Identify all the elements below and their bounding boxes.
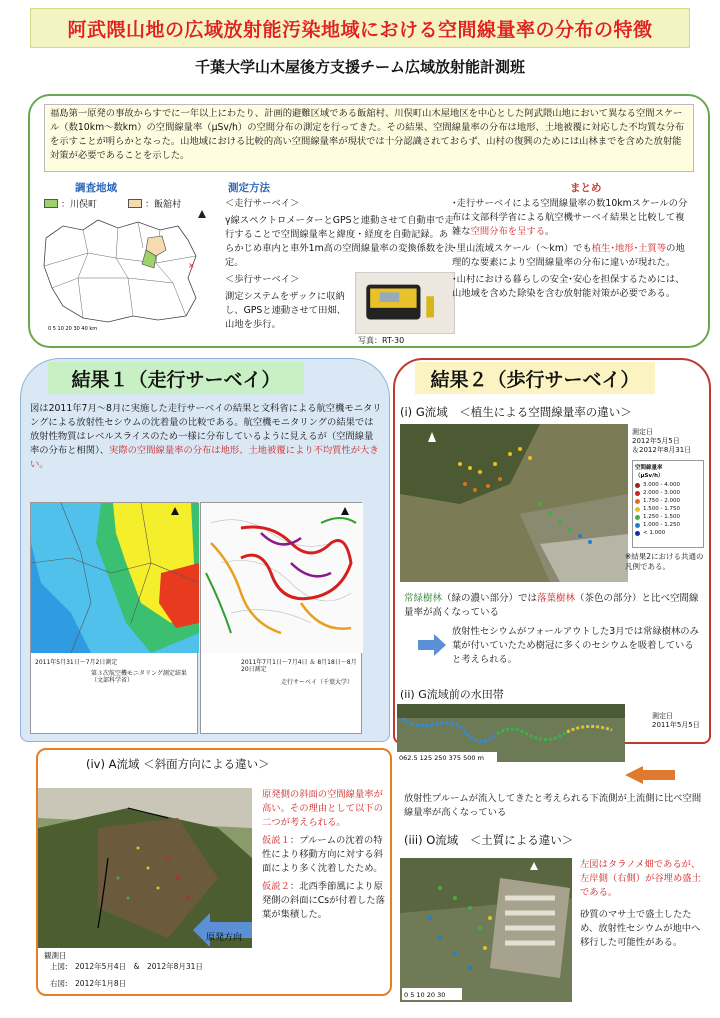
- summary-title: まとめ: [570, 182, 602, 194]
- result1-text: 図は2011年7月〜8月に実施した走行サーベイの結果と文科省による航空機モニタリングによる放射性セシウムの沈着量の比較である。航空機モニタリングの結果では放射性物質はレベルスライスのため一様に分布しているように見えるが（空間線量率の分布と相関）、実際の空間線量率の分布は地形、土地被覆により不均質性が大きい。: [30, 403, 382, 470]
- a-basin-text: [262, 788, 386, 926]
- summary-item-1: ･走行サーベイによる空間線量率の数10kmスケールの分布は文部科学省による航空機サーベイ結果と比較して複雑な空間分布を呈する。: [452, 198, 688, 237]
- o-basin-title: (iii) O流域 ＜土質による違い＞: [404, 833, 574, 847]
- o-basin-text-b: 砂質のマサ土で盛土したため、放射性セシウムが地中へ移行した可能性がある。: [580, 909, 701, 948]
- map-scale: 0 5 10 20 30 40 km: [48, 326, 98, 332]
- g-basin-observation: 常緑樹林（緑の濃い部分）では落葉樹林（茶色の部分）と比べ空間線量率が高くなっている: [404, 593, 699, 618]
- page-subtitle: 千葉大学山木屋後方支援チーム広域放射能計測班: [194, 58, 525, 76]
- legend-row: [633, 521, 703, 529]
- drive-survey-map: [200, 502, 362, 734]
- svg-text:×: ×: [188, 261, 195, 270]
- walk-heading: ＜歩行サーベイ＞: [225, 274, 300, 285]
- region-title: 調査地域: [75, 182, 117, 194]
- o-basin-text: [580, 858, 708, 958]
- title-banner: [30, 8, 690, 48]
- result2-heading: 結果２（歩行サーベイ）: [415, 362, 655, 394]
- legend-rows: [633, 481, 703, 537]
- legend-dot: [635, 499, 640, 504]
- a-basin-main: 原発側の斜面の空間線量率が高い。その理由として以下の二つが考えられる。: [262, 789, 383, 828]
- intro-text: 福島第一原発の事故からすでに一年以上にわたり、計画的避難区域である飯舘村、川俣町山木屋地区を中心とした阿武隈山地において異なる空間スケール（数10km〜数km）の空間線量率（μSv/h）の空間分布の測定を行ってきた。その結果、空間線量率の分布は地形、土地被覆に対応した不均質な分布を示すことが明らかとなった。山地域における比較的高い空間線量率が現状では十分認識されておらず、山村の復興のためには山林までを含めた放射能対策が必要であることを示した。: [44, 104, 694, 172]
- paddy-observation: 放射性プルームが流入してきたと考えられる下流側が上流側に比べ空間線量率が高くなっている: [404, 793, 702, 818]
- legend-row: [633, 489, 703, 497]
- a-basin-title: (iv) A流域 ＜斜面方向による違い＞: [86, 757, 270, 771]
- aerial-map-caption: 第３次航空機モニタリング測定結果（文部科学省）: [91, 670, 187, 684]
- drive-text: γ線スペクトロメーターとGPSと連動させて自動車で走行することで空間線量率と緯度・経度を自動記録。あらかじめ車内と車外1m高の空間線量率の変換係数を決定。: [225, 215, 454, 268]
- a-basin-obs-dates: 観測日 上図: 2012年5月4日 & 2012年8月31日 右図: 2012年1月8日: [44, 951, 203, 988]
- drive-map-date: 2011年7月1日〜7月4日 ＆ 8月18日〜8月20日測定: [241, 659, 357, 673]
- legend-label: 1.000 - 1.250: [643, 522, 680, 528]
- legend-dot: [635, 531, 640, 536]
- o-basin-photo: [400, 858, 572, 1002]
- page-title: 阿武隈山地の広域放射能汚染地域における空間線量率の分布の特徴: [67, 18, 653, 41]
- legend-dot: [635, 515, 640, 520]
- dose-rate-legend: [632, 460, 704, 548]
- kawamata-swatch: [44, 199, 58, 208]
- legend-dot: [635, 491, 640, 496]
- o-scale: 0 5 10 20 30: [404, 991, 446, 999]
- legend-label: 3.000 - 4.000: [643, 482, 680, 488]
- legend-row: [633, 481, 703, 489]
- legend-title: 空間線量率 （μSv/h）: [635, 465, 664, 479]
- legend-label: < 1.000: [643, 530, 666, 536]
- g-basin-note: ※結果2における共通の凡例である。: [625, 552, 704, 571]
- legend-label: 2.000 - 3.000: [643, 490, 680, 496]
- legend-label: 1.250 - 1.500: [643, 514, 680, 520]
- method-title: 測定方法: [228, 182, 270, 194]
- legend-label: 1.750 - 2.000: [643, 498, 680, 504]
- drive-heading: ＜走行サーベイ＞: [225, 198, 300, 209]
- paddy-date: 測定日 2011年5月5日: [652, 712, 700, 729]
- drive-map-caption: 走行サーベイ（千葉大学）: [281, 679, 354, 686]
- legend-label: 1.500 - 1.750: [643, 506, 680, 512]
- g-basin-title: (i) G流域 ＜植生による空間線量率の違い＞: [400, 405, 632, 419]
- device-photo: [355, 272, 455, 334]
- left-arrow-icon: [625, 766, 675, 784]
- g-basin-photo: [400, 424, 628, 582]
- photo-caption: 写真：RT-30: [358, 336, 405, 345]
- legend-iitate-label: ：飯舘村: [145, 200, 182, 210]
- legend-dot: [635, 507, 640, 512]
- paddy-scale: 062.5 125 250 375 500 m: [399, 754, 484, 762]
- iitate-swatch: [128, 199, 142, 208]
- paddy-photo: [397, 704, 625, 762]
- walk-text: 測定システムをザックに収納し、GPSと連動させて田畑、山地を歩行。: [225, 291, 346, 330]
- direction-label: 原発方向: [206, 933, 243, 943]
- g-basin-date: 測定日 2012年5月5日 ＆2012年8月31日: [632, 428, 692, 454]
- g-basin-explanation: 放射性セシウムがフォールアウトした3月では常緑樹林のみ葉が付いていたため樹冠に多くのセシウムを吸着していると考えられる。: [452, 626, 699, 665]
- summary-item-2: ･里山流域スケール（〜km）でも植生･地形･土質等の地理的な要素により空間線量率の分布に違いが現れた。: [452, 243, 685, 268]
- hypothesis-1: 仮説１：プルームの沈着の特性により移動方向に対する斜面により多く沈着したため。: [262, 835, 383, 874]
- summary-item-3: ･山村における暮らしの安全･安心を担保するためには、山地域を含めた除染を含む放射能対策が必要である。: [452, 274, 685, 299]
- right-arrow-icon: [418, 634, 446, 656]
- legend-row: [633, 505, 703, 513]
- legend-dot: [635, 523, 640, 528]
- hypothesis-2: 仮説２：北西季節風により原発側の斜面にCsが付着した落葉が集積した。: [262, 881, 385, 920]
- aerial-monitoring-map: [30, 502, 198, 734]
- paddy-title: (ii) G流域前の水田帯: [400, 688, 504, 701]
- region-map: [38, 208, 218, 333]
- legend-dot: [635, 483, 640, 488]
- legend-kawamata-label: ：川俣町: [61, 200, 98, 210]
- a-basin-photo: [38, 788, 252, 948]
- legend-row: [633, 529, 703, 537]
- result1-heading: 結果１（走行サーベイ）: [48, 362, 304, 394]
- o-basin-text-a: 左図はタラノメ畑であるが、左岸側（右側）が谷埋め盛土である。: [580, 859, 701, 898]
- aerial-map-date: 2011年5月31日〜7月2日測定: [35, 659, 118, 666]
- legend-row: [633, 513, 703, 521]
- summary-text: [452, 197, 692, 304]
- legend-row: [633, 497, 703, 505]
